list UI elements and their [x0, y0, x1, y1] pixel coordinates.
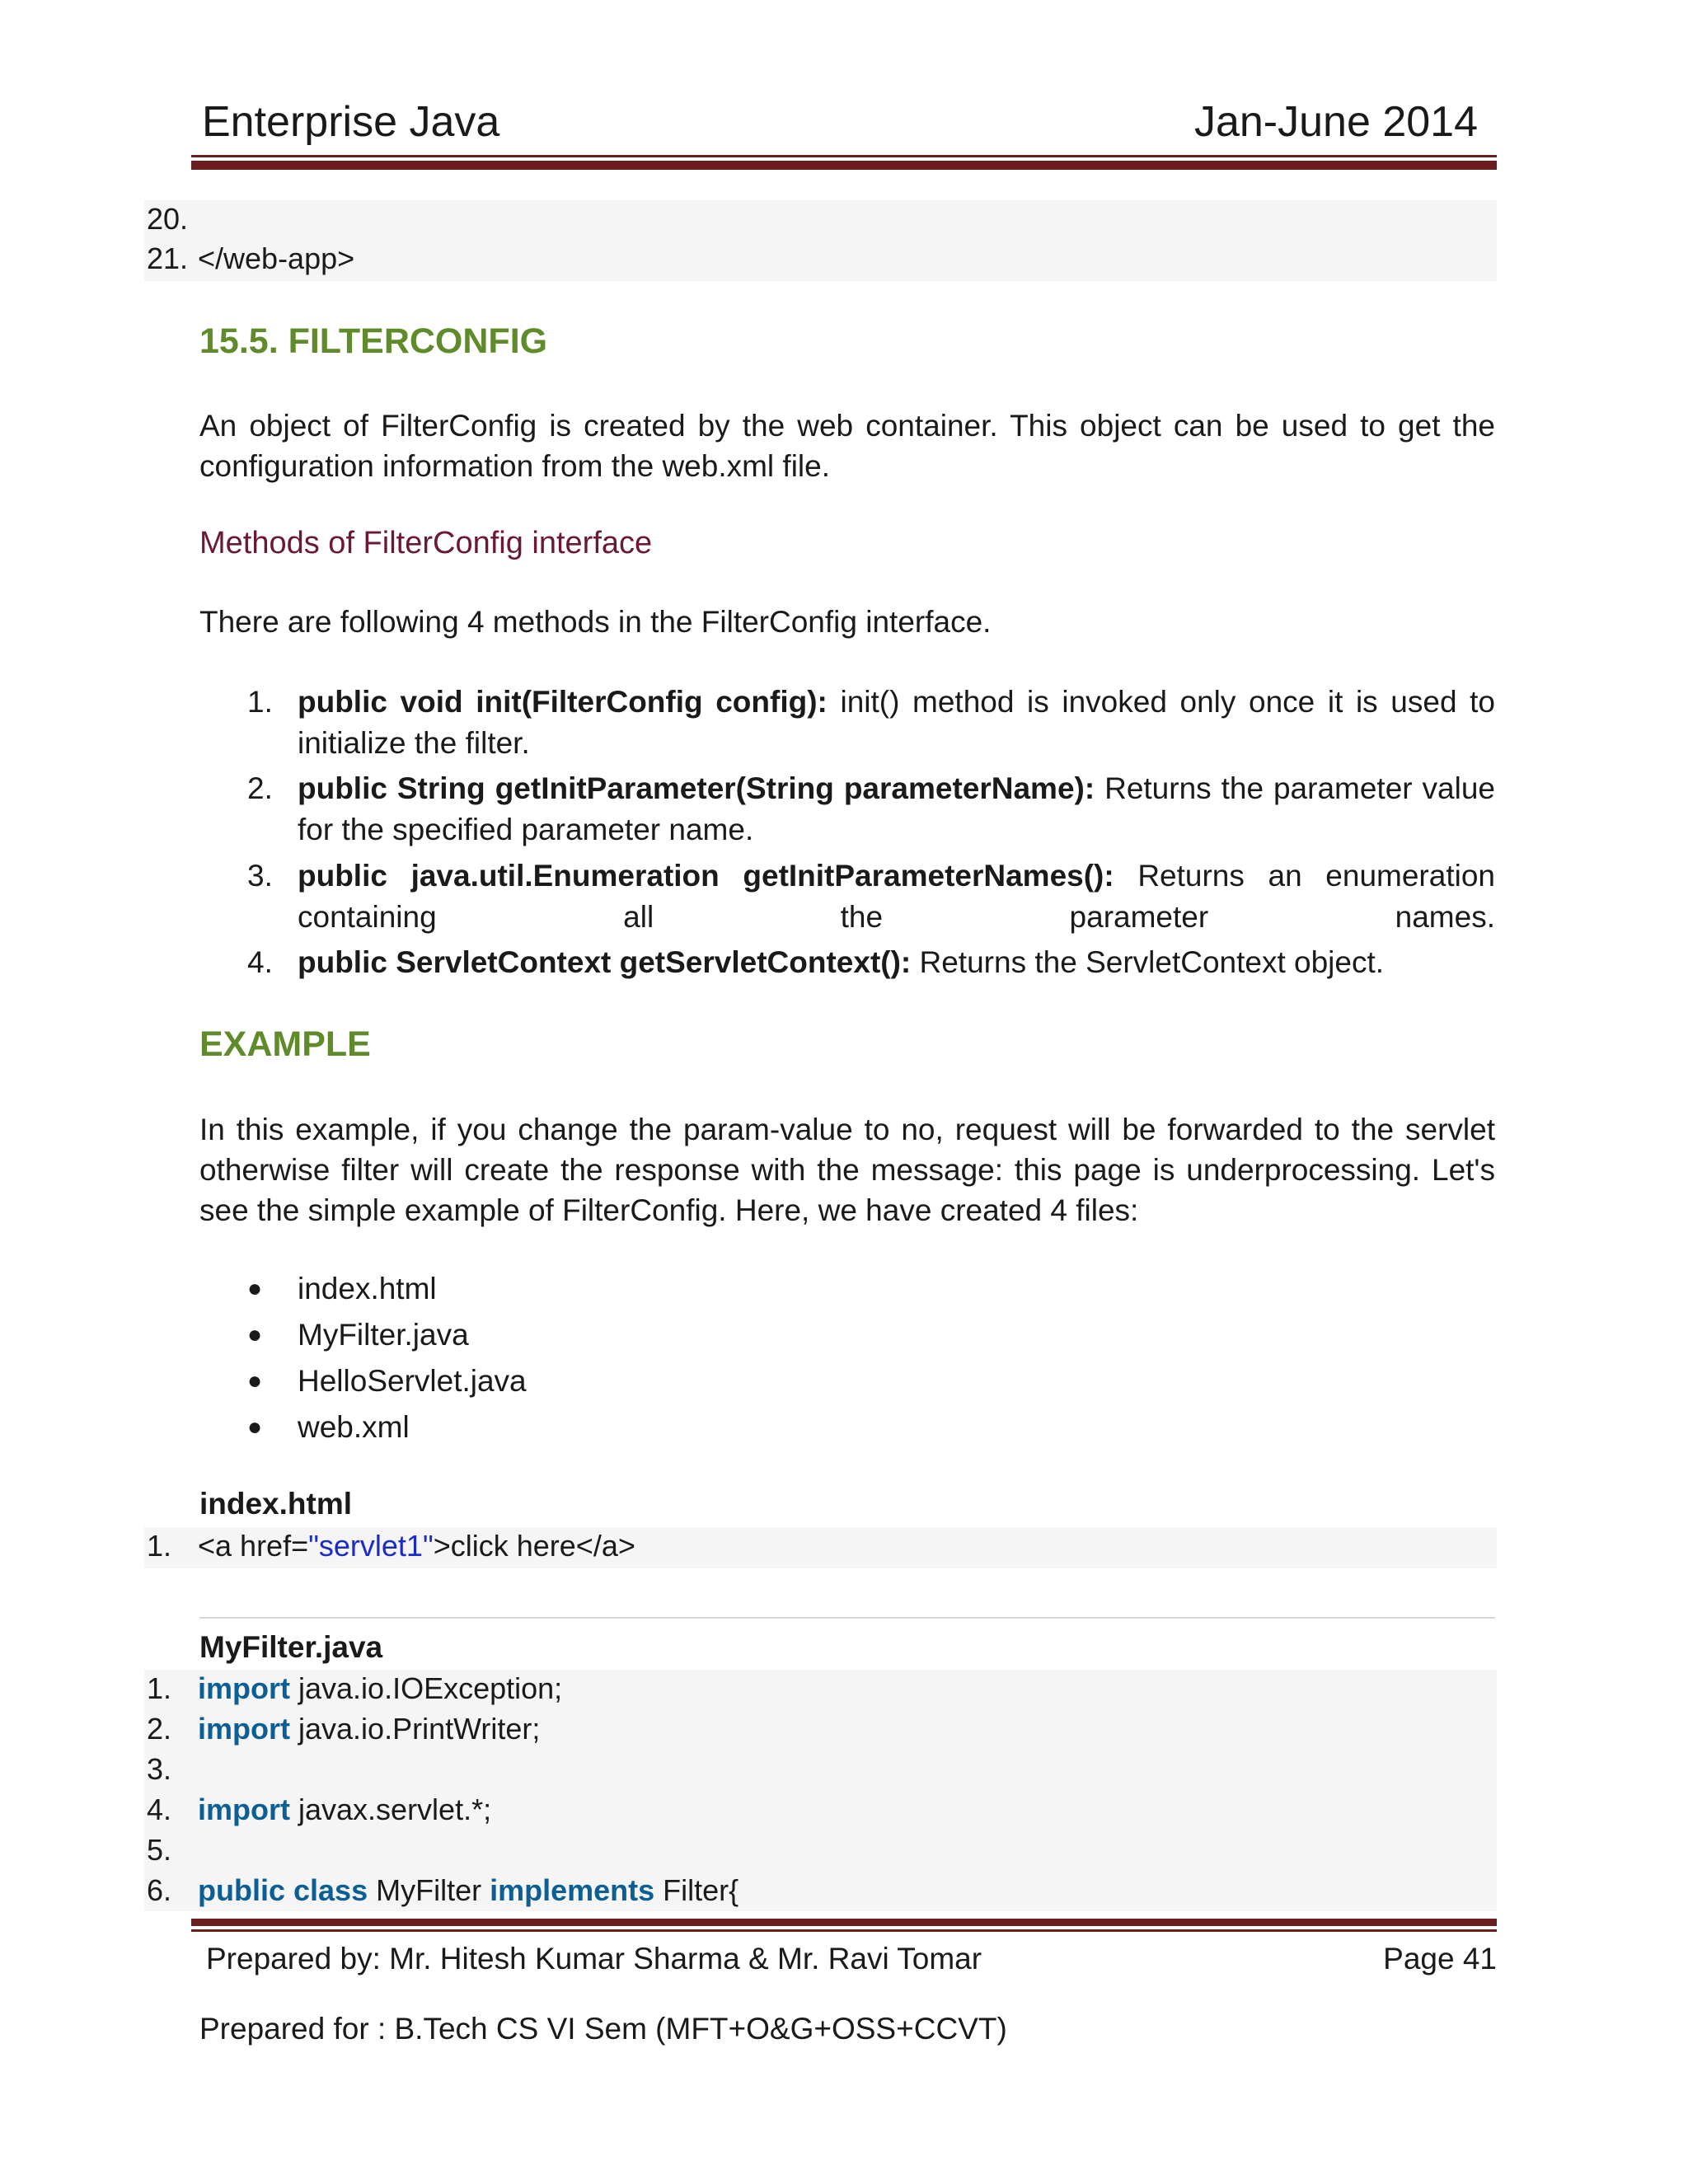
section-title-filterconfig: 15.5. FILTERCONFIG	[199, 321, 548, 361]
bullet-icon: ●	[247, 1413, 263, 1441]
separator-line	[199, 1617, 1495, 1619]
code-line-21: 21. </web-app>	[147, 241, 355, 275]
header-rule-thick	[191, 161, 1497, 170]
code-block-index	[144, 1527, 1497, 1568]
bullet-icon: ●	[247, 1367, 263, 1394]
bullet-icon: ●	[247, 1321, 263, 1348]
file-list-item: ● HelloServlet.java	[247, 1364, 527, 1398]
code-block-top	[144, 200, 1497, 281]
bullet-icon: ●	[247, 1275, 263, 1302]
code-line: 4. import javax.servlet.*;	[147, 1793, 492, 1826]
filterconfig-intro: An object of FilterConfig is created by the web container. This object can be used to get the configuration information from the web.xml file.	[199, 409, 1495, 483]
method-item-4: 4. public ServletContext getServletContext(): Returns the ServletContext object.	[247, 945, 1385, 979]
methods-intro: There are following 4 methods in the FilterConfig interface.	[199, 605, 992, 639]
file-list-item: ● web.xml	[247, 1410, 410, 1444]
section-title-example: EXAMPLE	[199, 1024, 371, 1064]
file-list-item: ● index.html	[247, 1272, 437, 1305]
method-item-3: 3. public java.util.Enumeration getInitParameterNames(): Returns an enumeration containing all the parameter names.	[247, 859, 1495, 934]
code-line-index-1: 1. <a href="servlet1">click here</a>	[147, 1529, 635, 1563]
myfilter-label: MyFilter.java	[199, 1630, 383, 1664]
footer-prepared-for: Prepared for : B.Tech CS VI Sem (MFT+O&G+OSS+CCVT)	[199, 2012, 1007, 2046]
code-line: 1. import java.io.IOException;	[147, 1671, 563, 1705]
footer-rule-thin	[191, 1929, 1497, 1932]
header-rule-thin	[191, 155, 1497, 157]
method-item-2: 2. public String getInitParameter(String parameterName): Returns the parameter value for the specified parameter name.	[247, 771, 1495, 846]
code-line: 5.	[147, 1833, 172, 1867]
footer-prepared-by: Prepared by: Mr. Hitesh Kumar Sharma & Mr. Ravi Tomar	[206, 1942, 982, 1975]
footer-page-number: Page 41	[1383, 1942, 1497, 1975]
example-text: In this example, if you change the param-value to no, request will be forwarded to the servlet otherwise filter will create the response with the message: this page is underprocessing. Let's see the simple example of FilterConfig. Here, we have created 4 files:	[199, 1113, 1495, 1227]
header-term: Jan-June 2014	[1193, 98, 1478, 146]
methods-heading: Methods of FilterConfig interface	[199, 526, 653, 560]
code-line: 2. import java.io.PrintWriter;	[147, 1712, 541, 1746]
method-item-1: 1. public void init(FilterConfig config): init() method is invoked only once it is used to initialize the filter.	[247, 685, 1495, 760]
header-title: Enterprise Java	[202, 98, 500, 146]
code-line: 3.	[147, 1752, 172, 1786]
code-line: 6. public class MyFilter implements Filter{	[147, 1873, 739, 1907]
footer-rule-thick	[191, 1919, 1497, 1926]
code-block-myfilter	[144, 1670, 1497, 1911]
code-line-20: 20.	[147, 202, 189, 236]
file-list-item: ● MyFilter.java	[247, 1318, 469, 1352]
index-html-label: index.html	[199, 1487, 353, 1521]
